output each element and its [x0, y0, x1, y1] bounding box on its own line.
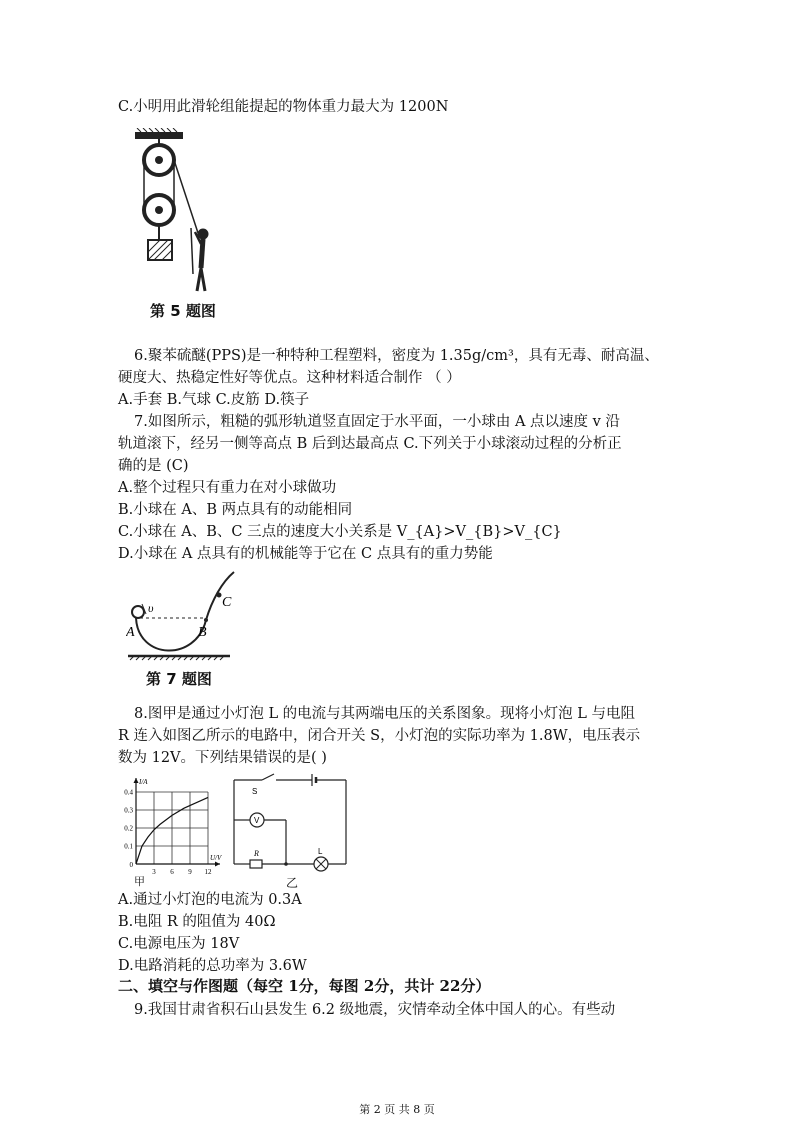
q8-option-c: C.电源电压为 18V [118, 936, 240, 952]
q7-option-d: D.小球在 A 点具有的机械能等于它在 C 点具有的重力势能 [118, 546, 493, 562]
x-tick-label: 6 [170, 868, 174, 876]
y-tick-label: 0.1 [124, 842, 133, 851]
q6-stem-line-1: 6.聚苯硫醚(PPS)是一种特种工程塑料，密度为 1.35g/cm³，具有无毒、耐高温、 [134, 348, 659, 364]
ceiling-bar [135, 132, 183, 139]
circuit-caption: 乙 [286, 876, 299, 890]
graph-caption: 甲 [134, 875, 145, 888]
y-axis-label: I/A [139, 778, 148, 786]
q6-options: A.手套 B.气球 C.皮筋 D.筷子 [118, 392, 310, 408]
q8-option-a: A.通过小灯泡的电流为 0.3A [118, 892, 302, 908]
q7-option-c: C.小球在 A、B、C 三点的速度大小关系是 V_{A}>V_{B}>V_{C} [118, 524, 562, 540]
resistor-label: R [254, 849, 259, 858]
x-tick-label: 9 [188, 868, 192, 876]
q7-stem-line-3: 确的是 (C) [118, 458, 189, 474]
q7-stem-line-2: 轨道滚下，经另一侧等高点 B 后到达最高点 C.下列关于小球滚动过程的分析正 [118, 436, 622, 452]
ball [132, 606, 144, 618]
section-2-heading: 二、填空与作图题（每空 1分，每图 2分，共计 22分） [118, 977, 491, 995]
lamp-label: L [318, 847, 323, 856]
switch-lever [262, 774, 274, 780]
q8-option-d: D.电路消耗的总功率为 3.6W [118, 958, 307, 974]
q8-stem-line-3: 数为 12V。下列结果错误的是( ) [118, 750, 327, 766]
label-v: υ [148, 601, 154, 615]
label-b: B [198, 625, 207, 640]
x-axis-arrow [215, 862, 220, 867]
x-tick-label: 12 [204, 868, 212, 876]
x-axis-label: U/V [210, 854, 222, 862]
page-footer: 第 2 页 共 8 页 [359, 1103, 435, 1116]
q7-stem-line-1: 7.如图所示，粗糙的弧形轨道竖直固定于水平面，一小球由 A 点以速度 v 沿 [134, 414, 620, 430]
y-tick-label: 0.4 [124, 788, 133, 797]
pulley-figure [135, 128, 230, 298]
person-pulling [191, 228, 208, 291]
y-tick-label: 0.2 [124, 824, 133, 833]
resistor-r [250, 860, 262, 868]
circuit-diagram [226, 772, 356, 887]
origin-label: 0 [129, 861, 133, 869]
q8-stem-line-2: R 连入如图乙所示的电路中，闭合开关 S，小灯泡的实际功率为 1.8W，电压表示 [118, 728, 641, 744]
voltmeter-label: V [254, 816, 260, 825]
y-tick-label: 0.3 [124, 806, 133, 815]
q7-option-b: B.小球在 A、B 两点具有的动能相同 [118, 502, 353, 518]
q7-figure-caption: 第 7 题图 [146, 670, 212, 688]
label-c: C [222, 595, 232, 610]
q9-stem-line-1: 9.我国甘肃省积石山县发生 6.2 级地震，灾情牵动全体中国人的心。有些动 [134, 1002, 616, 1018]
y-axis-arrow [134, 778, 139, 783]
q5-figure-caption: 第 5 题图 [150, 302, 216, 320]
label-a: A [126, 625, 135, 640]
switch-label: S [252, 787, 258, 796]
x-tick-label: 3 [152, 868, 156, 876]
q5-option-c: C.小明用此滑轮组能提起的物体重力最大为 1200N [118, 99, 449, 115]
iv-graph [116, 772, 226, 887]
q8-stem-line-1: 8.图甲是通过小灯泡 L 的电流与其两端电压的关系图象。现将小灯泡 L 与电阻 [134, 706, 636, 722]
q6-stem-line-2: 硬度大、热稳定性好等优点。这种材料适合制作 （ ） [118, 370, 461, 386]
track-figure [126, 570, 241, 665]
q7-option-a: A.整个过程只有重力在对小球做功 [118, 480, 337, 496]
q8-option-b: B.电阻 R 的阻值为 40Ω [118, 914, 276, 930]
